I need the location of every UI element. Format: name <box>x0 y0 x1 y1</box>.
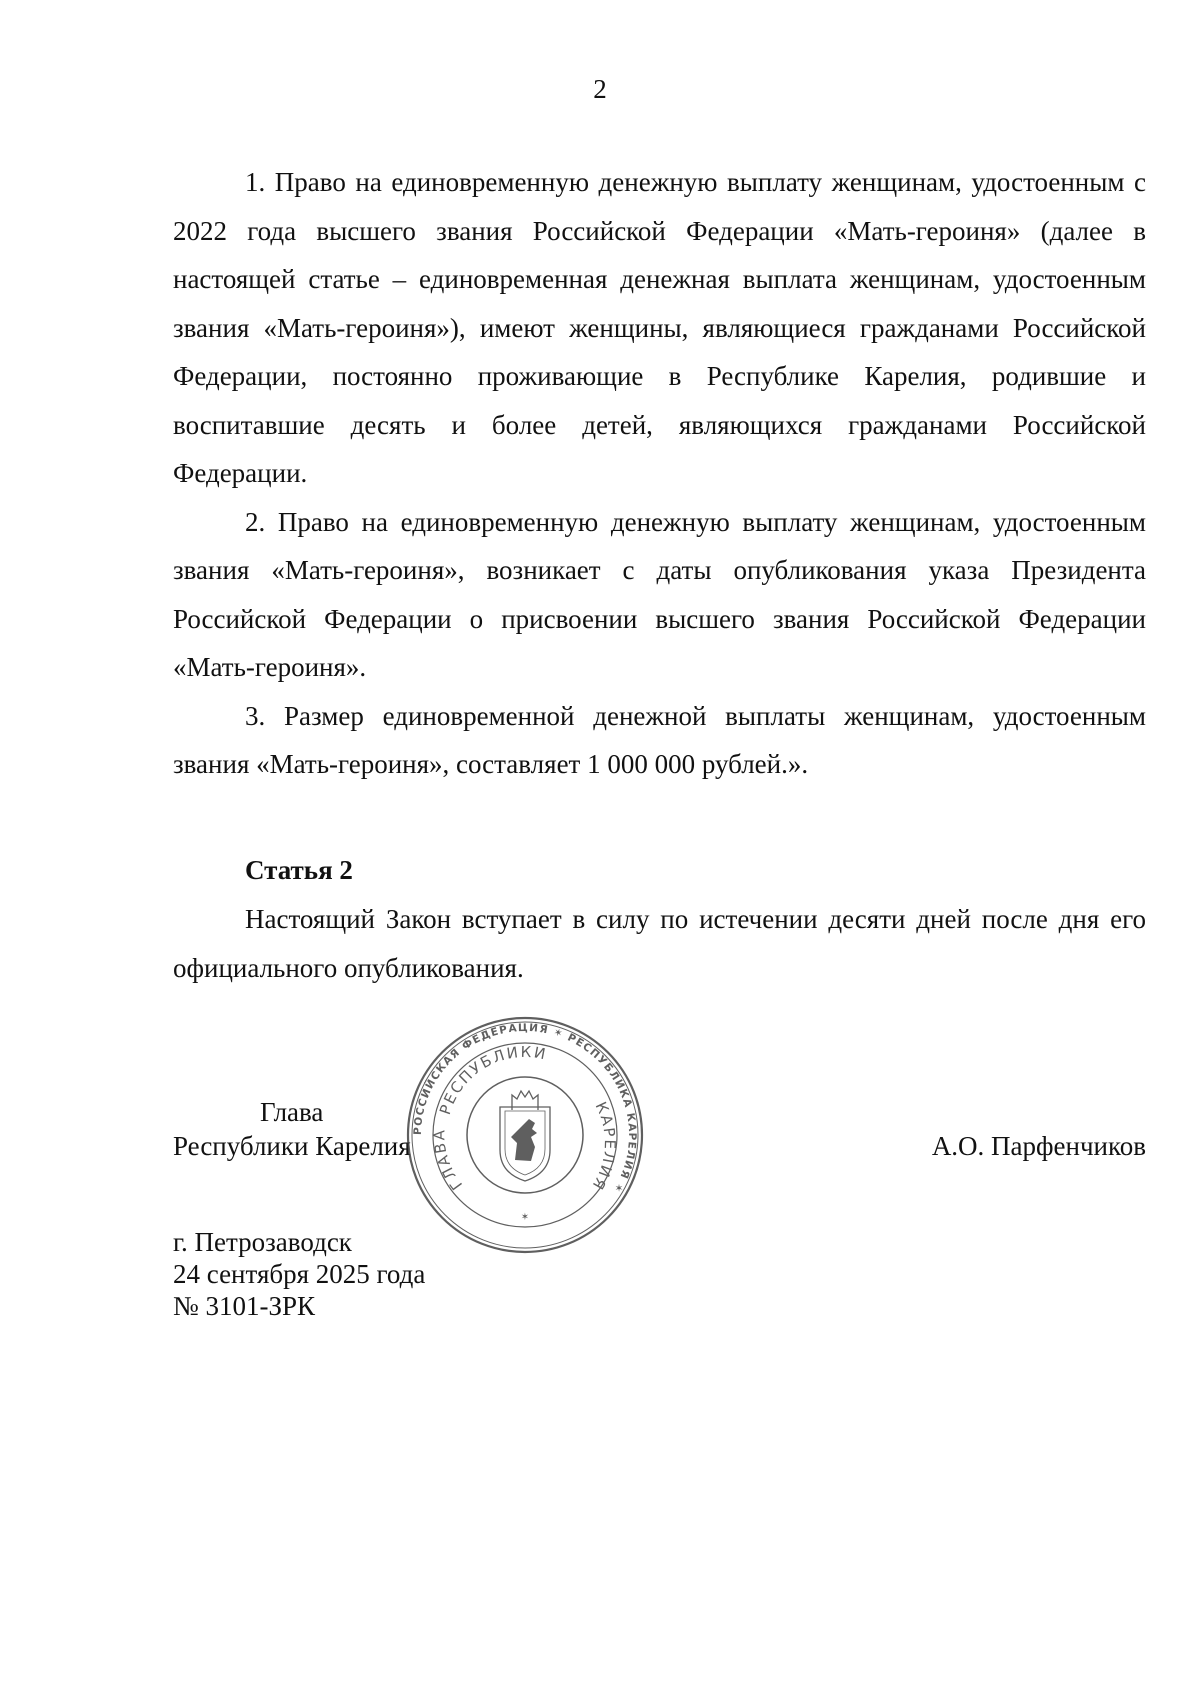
seal-upper-text: РЕСПУБЛИКИ <box>435 1042 549 1117</box>
svg-text:ГЛАВА <box>430 1128 466 1193</box>
seal-left-text: ГЛАВА <box>430 1128 467 1194</box>
paragraph-2: 2. Право на единовременную денежную выплату женщинам, удостоенным звания «Мать-героиня», возникает с даты опубликования указа Президента Российской Федерации о присвоении высшего звания Российской Федерации «Мать-героиня». <box>173 506 1146 682</box>
seal-right-text: КАРЕЛИЯ <box>587 1099 619 1195</box>
place-and-date <box>173 1226 425 1322</box>
coat-of-arms-icon <box>500 1091 550 1181</box>
paragraph-1: 1. Право на единовременную денежную выплату женщинам, удостоенным с 2022 года высшего звания Российской Федерации «Мать-героиня» (далее в настоящей статье – единовременная денежная выплата женщинам, удостоенным звания «Мать-героиня»), имеют женщины, являющиеся гражданами Российской Федерации, постоянно проживающие в Республике Карелия, родившие и воспитавшие десять и более детей, являющихся гражданами Российской Федерации. <box>173 167 1146 488</box>
page-number: 2 <box>593 74 607 104</box>
signatory-title: Глава <box>260 1097 324 1127</box>
city: г. Петрозаводск <box>173 1227 352 1257</box>
signatory-office: Республики Карелия <box>173 1131 411 1161</box>
date: 24 сентября 2025 года <box>173 1259 426 1289</box>
official-seal <box>405 1015 645 1255</box>
article-heading: Статья 2 <box>245 855 353 885</box>
article-text <box>173 895 1146 992</box>
svg-text:✶: ✶ <box>520 1212 530 1223</box>
law-number: № 3101-ЗРК <box>173 1291 316 1321</box>
signatory-name: А.О. Парфенчиков <box>931 1131 1146 1161</box>
law-text <box>173 158 1146 789</box>
article-paragraph: Настоящий Закон вступает в силу по истечении десяти дней после дня его официального опубликования. <box>173 904 1146 983</box>
seal-outer-text: РОССИЙСКАЯ ФЕДЕРАЦИЯ ✶ РЕСПУБЛИКА КАРЕЛИЯ ✶ <box>411 1021 639 1196</box>
paragraph-3: 3. Размер единовременной денежной выплаты женщинам, удостоенным звания «Мать-героиня», составляет 1 000 000 рублей.». <box>173 700 1146 779</box>
